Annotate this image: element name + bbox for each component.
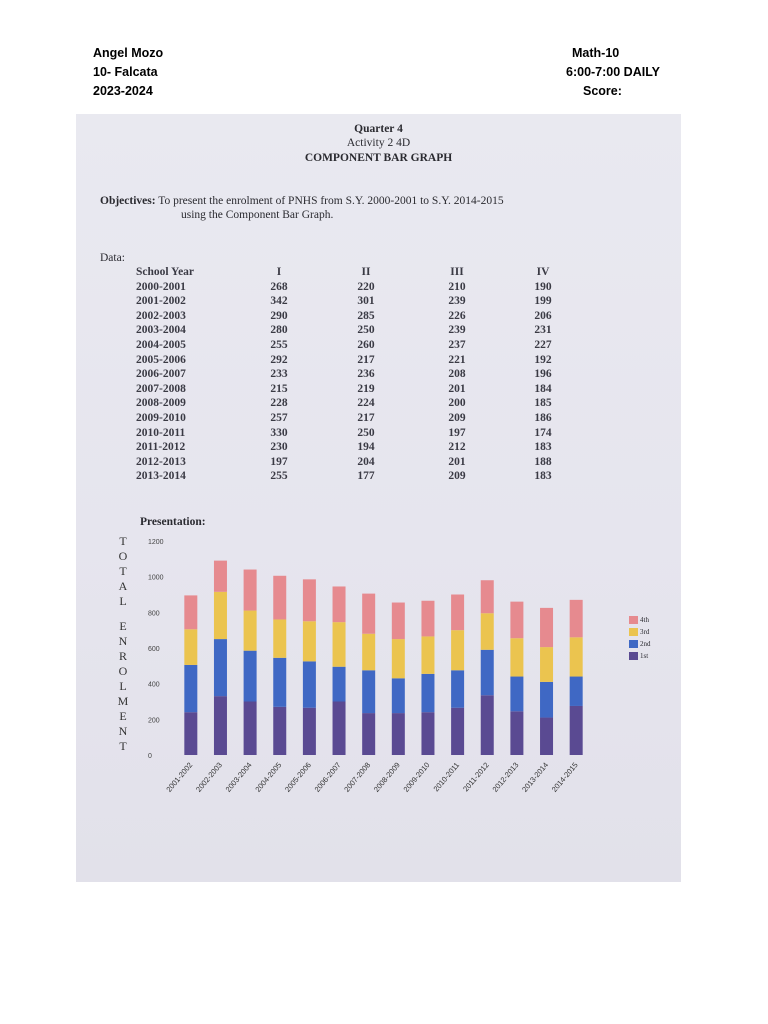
bar-segment-1st [392,713,405,755]
table-cell: 217 [357,411,375,424]
bar-segment-2nd [333,667,346,702]
table-header-cell: II [361,266,371,278]
table-cell: 290 [270,309,288,322]
bar-segment-3rd [362,634,375,671]
table-cell: 255 [270,470,288,483]
activity-title: Activity 2 4D [346,137,411,149]
table-cell: 217 [357,353,375,366]
bar-segment-4th [184,595,197,629]
x-tick-label: 2012-2013 [490,760,521,794]
x-tick-label: 2008-2009 [371,760,402,794]
table-cell: 231 [534,324,552,337]
table-cell: 224 [357,397,375,410]
table-cell: 250 [357,324,375,337]
student-section: 10- Falcata [93,65,158,79]
table-cell: 197 [448,426,466,439]
x-tick-label: 2009-2010 [401,760,432,794]
y-tick-label: 400 [148,681,160,689]
schedule: 6:00-7:00 DAILY [566,65,661,79]
y-tick-label: 1000 [148,574,164,582]
bar-segment-1st [244,702,257,756]
table-cell: 186 [534,411,552,424]
student-name: Angel Mozo [93,46,164,60]
table-cell: 192 [534,353,552,366]
table-cell: 219 [357,382,375,395]
table-cell: 220 [357,280,375,293]
worksheet-title: COMPONENT BAR GRAPH [304,152,453,164]
table-cell: 184 [534,382,552,395]
table-cell: 206 [534,309,552,322]
table-cell: 2005-2006 [136,353,186,366]
table-cell: 228 [270,397,288,410]
table-cell: 330 [270,426,288,439]
bar-segment-4th [362,594,375,634]
table-cell: 2006-2007 [136,368,186,381]
x-tick-label: 2001-2002 [164,760,195,794]
y-axis-title-letter: N [118,634,128,648]
x-tick-label: 2007-2008 [342,760,373,794]
class-info [560,44,660,101]
bar-segment-3rd [540,647,553,682]
bar-segment-1st [451,708,464,755]
bar-segment-2nd [451,670,464,707]
bar-segment-1st [421,712,434,755]
table-cell: 183 [534,441,552,454]
table-cell: 196 [534,368,552,381]
table-cell: 230 [270,441,288,454]
bar-segment-3rd [392,639,405,678]
bar-segment-2nd [244,651,257,702]
y-axis-title-letter: O [118,664,128,678]
legend-item [629,626,651,638]
bar-segment-4th [244,570,257,611]
x-tick-label: 2011-2012 [461,760,491,794]
table-cell: 2003-2004 [136,324,186,337]
table-cell: 194 [357,441,375,454]
y-axis-title-letter: E [119,709,127,723]
bar-segment-2nd [362,670,375,713]
table-cell: 212 [448,441,466,454]
table-cell: 200 [448,397,466,410]
y-tick-label: 800 [148,610,160,618]
bar-segment-4th [303,579,316,621]
bar-segment-2nd [273,658,286,707]
bar-segment-3rd [510,638,523,676]
presentation-label: Presentation: [140,516,206,528]
table-cell: 239 [448,324,466,337]
legend-swatch [629,652,638,660]
table-cell: 2011-2012 [136,441,186,454]
data-label: Data: [100,252,125,264]
component-bar-chart [76,114,681,882]
bar-segment-3rd [184,629,197,665]
bar-segment-2nd [540,682,553,718]
y-axis-title-letter: T [119,739,127,753]
bar-segment-4th [392,603,405,640]
legend-swatch [629,616,638,624]
school-year: 2023-2024 [93,84,153,98]
bar-segment-2nd [392,678,405,713]
legend-label: 1st [640,652,649,660]
bar-segment-2nd [510,677,523,712]
table-cell: 215 [270,382,288,395]
y-axis-title-letter: E [119,619,127,633]
table-cell: 268 [270,280,288,293]
objectives-label: Objectives: [100,195,156,207]
bar-segment-2nd [303,661,316,707]
student-info [93,44,163,101]
table-cell: 190 [534,280,552,293]
table-cell: 257 [270,411,288,424]
bar-segment-2nd [421,674,434,712]
table-cell: 221 [448,353,466,366]
y-axis-title-letter: O [118,549,128,563]
table-cell: 2010-2011 [136,426,186,439]
table-cell: 226 [448,309,466,322]
y-axis-title-letter: R [118,649,127,663]
worksheet-photo [76,114,681,882]
legend-label: 4th [640,616,649,624]
table-header-cell: III [450,266,464,278]
table-header-cell: I [276,266,282,278]
table-cell: 227 [534,338,552,351]
table-cell: 185 [534,397,552,410]
bar-segment-3rd [303,621,316,661]
table-header-cell: IV [536,266,550,278]
bar-segment-3rd [333,622,346,667]
table-cell: 342 [270,295,288,308]
bar-segment-3rd [451,630,464,670]
table-cell: 250 [357,426,375,439]
y-tick-label: 0 [148,753,152,760]
bar-segment-1st [510,711,523,755]
y-axis-title-letter: M [117,694,129,708]
bar-segment-1st [184,712,197,755]
table-cell: 2013-2014 [136,470,186,483]
table-cell: 2007-2008 [136,382,186,395]
y-axis-title-letter: T [119,534,127,548]
bar-segment-4th [333,586,346,622]
table-cell: 204 [357,455,375,468]
x-tick-label: 2006-2007 [312,760,343,794]
table-cell: 260 [357,338,375,351]
bar-segment-1st [273,707,286,755]
y-tick-label: 600 [148,646,160,653]
table-cell: 209 [448,411,466,424]
bar-segment-4th [570,600,583,637]
table-cell: 177 [357,470,375,483]
table-cell: 2002-2003 [136,309,186,322]
legend-item [629,638,651,650]
bar-segment-2nd [214,639,227,696]
y-axis-title-letter: L [119,679,127,693]
table-cell: 210 [448,280,466,293]
table-header-cell: School Year [136,266,195,278]
table-cell: 236 [357,368,375,381]
x-tick-label: 2014-2015 [549,760,580,794]
table-cell: 285 [357,309,375,322]
score-label: Score: [583,84,622,98]
table-cell: 301 [357,295,375,308]
bar-segment-4th [273,576,286,620]
bar-segment-1st [303,708,316,755]
bar-segment-4th [421,601,434,637]
table-cell: 197 [270,455,288,468]
table-cell: 237 [448,338,466,351]
bar-segment-1st [570,706,583,755]
table-cell: 174 [534,426,552,439]
chart-legend [629,614,651,662]
bar-segment-3rd [214,592,227,639]
table-cell: 2000-2001 [136,280,186,293]
bar-segment-4th [451,595,464,631]
bar-segment-1st [481,695,494,755]
subject: Math-10 [572,46,620,60]
bar-segment-1st [362,713,375,755]
bar-segment-1st [540,718,553,755]
table-cell: 188 [534,455,552,468]
table-cell: 2004-2005 [136,338,186,351]
y-axis-title-letter: N [118,724,128,738]
bar-segment-4th [510,602,523,639]
y-tick-label: 200 [148,717,160,725]
bar-segment-2nd [481,650,494,695]
table-cell: 183 [534,470,552,483]
table-cell: 292 [270,353,288,366]
legend-swatch [629,628,638,636]
bar-segment-3rd [421,636,434,673]
legend-label: 3rd [640,628,650,636]
x-tick-label: 2013-2014 [520,760,551,794]
bar-segment-2nd [184,665,197,712]
x-tick-label: 2010-2011 [431,760,462,794]
table-cell: 2009-2010 [136,411,186,424]
y-axis-title-letter: A [118,579,128,593]
bar-segment-3rd [273,619,286,657]
table-cell: 280 [270,324,288,337]
table-cell: 199 [534,295,552,308]
legend-item [629,614,651,626]
bar-segment-3rd [244,611,257,651]
x-tick-label: 2003-2004 [223,760,254,794]
table-cell: 208 [448,368,466,381]
bar-segment-3rd [570,637,583,676]
quarter-title: Quarter 4 [354,123,403,135]
legend-label: 2nd [640,640,651,648]
legend-swatch [629,640,638,648]
table-cell: 2008-2009 [136,397,186,410]
y-axis-title-letter: L [119,594,127,608]
table-cell: 209 [448,470,466,483]
bar-segment-4th [540,608,553,647]
table-cell: 201 [448,455,466,468]
x-tick-label: 2005-2006 [282,760,313,794]
bar-segment-1st [333,702,346,756]
x-tick-label: 2004-2005 [253,760,284,794]
table-cell: 239 [448,295,466,308]
bar-segment-1st [214,696,227,755]
bar-segment-3rd [481,613,494,650]
x-tick-label: 2002-2003 [194,760,224,794]
bar-segment-4th [481,580,494,613]
table-cell: 233 [270,368,288,381]
bar-segment-2nd [570,677,583,706]
table-cell: 2012-2013 [136,455,186,468]
bar-segment-4th [214,561,227,592]
y-axis-title-letter: T [119,564,127,578]
y-tick-label: 1200 [148,539,164,546]
objectives-line1: To present the enrolment of PNHS from S.Y. 2000-2001 to S.Y. 2014-2015 [158,195,504,207]
table-cell: 255 [270,338,288,351]
legend-item [629,650,651,662]
objectives-line2: using the Component Bar Graph. [181,209,334,221]
table-cell: 201 [448,382,466,395]
table-cell: 2001-2002 [136,295,186,308]
